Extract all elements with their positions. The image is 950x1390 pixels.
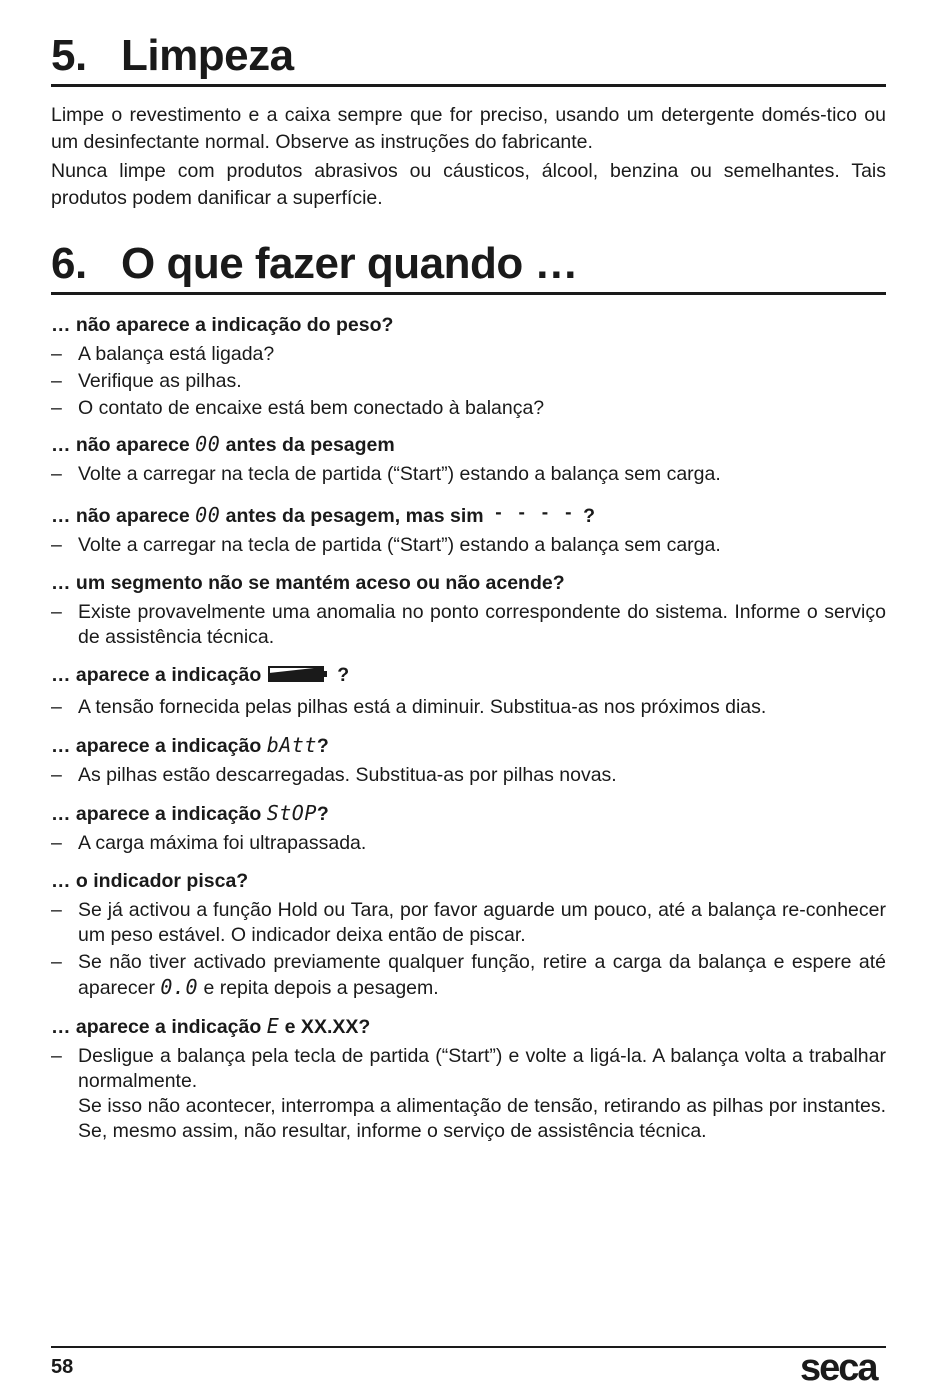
dashes-display: - - - -: [493, 503, 576, 522]
list-item: – Se não tiver activado previamente qualquer função, retire a carga da balança e espere até aparecer 0.0 e repita depois a pesagem.: [51, 951, 886, 999]
seca-logo: seca: [800, 1347, 877, 1389]
display-code: 0.0: [160, 975, 199, 999]
question: … o indicador pisca?: [51, 870, 249, 892]
question: … aparece a indicação bAtt?: [51, 733, 329, 757]
list-item: – Se já activou a função Hold ou Tara, por favor aguarde um pouco, até a balança re-conhecer um peso estável. O indicador deixa então de piscar.: [51, 899, 886, 946]
page-number: 58: [51, 1356, 74, 1378]
list-item: – A carga máxima foi ultrapassada.: [51, 832, 367, 854]
question: … aparece a indicação ?: [51, 662, 886, 692]
question: … aparece a indicação StOP?: [51, 801, 329, 825]
heading-rule: [51, 292, 886, 295]
paragraph: Limpe o revestimento e a caixa sempre que for preciso, usando um detergente domés-tico ou um desinfectante normal. Observe as instruções do fabricante.: [51, 104, 886, 153]
display-code: 00: [195, 432, 221, 456]
list-item: – As pilhas estão descarregadas. Substitua-as por pilhas novas.: [51, 764, 617, 786]
troubleshooting-list: [51, 312, 886, 1144]
list-item: – Existe provavelmente uma anomalia no ponto correspondente do sistema. Informe o serviço de assistência técnica.: [51, 601, 886, 648]
display-code: bAtt: [266, 733, 317, 757]
list-item: – Volte a carregar na tecla de partida (“Start”) estando a balança sem carga.: [51, 463, 721, 485]
display-code: StOP: [266, 801, 317, 825]
section-number: 5.: [51, 31, 87, 80]
heading-rule: [51, 84, 886, 87]
list-item: – A tensão fornecida pelas pilhas está a diminuir. Substitua-as nos próximos dias.: [51, 696, 767, 718]
battery-low-icon: [267, 664, 329, 692]
question: … um segmento não se mantém aceso ou não acende?: [51, 572, 565, 594]
question: … aparece a indicação E e XX.XX?: [51, 1014, 371, 1038]
section-5-body: [51, 102, 886, 212]
question: … não aparece 00 antes da pesagem, mas sim - - - - ?: [51, 499, 886, 530]
list-item: – Verifique as pilhas.: [51, 370, 242, 392]
paragraph: Nunca limpe com produtos abrasivos ou cáusticos, álcool, benzina ou semelhantes. Tais produtos podem danificar a superfície.: [51, 160, 886, 209]
section-number: 6.: [51, 239, 87, 288]
section-title: O que fazer quando …: [121, 239, 578, 288]
question: … não aparece 00 antes da pesagem: [51, 432, 395, 456]
question: … não aparece a indicação do peso?: [51, 314, 394, 336]
section-6-heading: [51, 239, 578, 288]
section-title: Limpeza: [121, 31, 294, 80]
section-5-heading: [51, 31, 294, 80]
list-item: – O contato de encaixe está bem conectado à balança?: [51, 397, 545, 419]
list-item: – Volte a carregar na tecla de partida (“Start”) estando a balança sem carga.: [51, 534, 721, 556]
list-item: – A balança está ligada?: [51, 343, 275, 365]
display-code: E: [266, 1014, 280, 1038]
display-code: 00: [195, 503, 221, 527]
list-item: – Desligue a balança pela tecla de partida (“Start”) e volte a ligá-la. A balança volta a trabalhar normalmente. Se isso não acontecer, interrompa a alimentação de tensão, retirando as pilhas por instantes. Se, mesmo assim, não resultar, informe o serviço de assistência técnica.: [51, 1045, 886, 1142]
footer-rule: [51, 1346, 886, 1348]
